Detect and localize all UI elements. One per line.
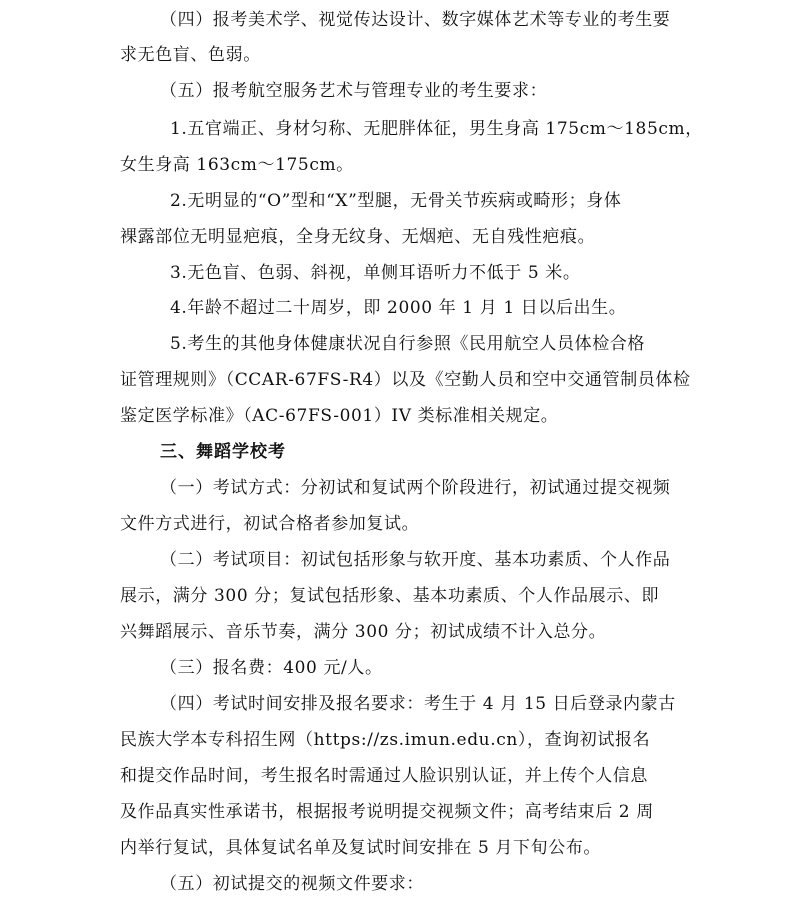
paragraph-art-majors-line-1: （四）报考美术学、视觉传达设计、数字媒体艺术等专业的考生要 [160,10,671,30]
exam-items-line-1: （二）考试项目：初试包括形象与软开度、基本功素质、个人作品 [160,550,671,570]
item-2-line-1: 2.无明显的“O”型和“X”型腿，无骨关节疾病或畸形；身体 [170,191,622,211]
exam-method-line-1: （一）考试方式：分初试和复试两个阶段进行，初试通过提交视频 [160,478,671,498]
item-1-line-1: 1.五官端正、身材匀称、无肥胖体征，男生身高 175cm～185cm， [170,119,703,139]
item-4: 4.年龄不超过二十周岁，即 2000 年 1 月 1 日以后出生。 [170,298,627,318]
item-1-line-2: 女生身高 163cm～175cm。 [120,155,354,175]
schedule-line-2: 民族大学本专科招生网（https://zs.imun.edu.cn），查询初试报名 [120,730,651,750]
item-5-line-3: 鉴定医学标准》（AC-67FS-001）IV 类标准相关规定。 [120,406,559,426]
item-5-line-1: 5.考生的其他身体健康状况自行参照《民用航空人员体检合格 [170,334,646,354]
item-5-line-2: 证管理规则》（CCAR-67FS-R4）以及《空勤人员和空中交通管制员体检 [120,370,691,390]
schedule-line-1: （四）考试时间安排及报名要求：考生于 4 月 15 日后登录内蒙古 [160,694,676,714]
schedule-line-5: 内举行复试，具体复试名单及复试时间安排在 5 月下旬公布。 [120,838,602,858]
item-3: 3.无色盲、色弱、斜视，单侧耳语听力不低于 5 米。 [170,263,581,283]
exam-method-line-2: 文件方式进行，初试合格者参加复试。 [120,514,420,534]
registration-fee: （三）报名费：400 元/人。 [160,658,383,678]
exam-items-line-3: 兴舞蹈展示、音乐节奏，满分 300 分；初试成绩不计入总分。 [120,622,607,642]
section-heading-dance-school-exam: 三、舞蹈学校考 [160,442,286,462]
paragraph-aviation-requirements: （五）报考航空服务艺术与管理专业的考生要求： [160,81,548,101]
paragraph-art-majors-line-2: 求无色盲、色弱。 [120,45,261,65]
video-requirements-heading: （五）初试提交的视频文件要求： [160,874,424,894]
schedule-line-3: 和提交作品时间，考生报名时需通过人脸识别认证，并上传个人信息 [120,766,648,786]
exam-items-line-2: 展示，满分 300 分；复试包括形象、基本功素质、个人作品展示、即 [120,586,660,606]
item-2-line-2: 裸露部位无明显疤痕，全身无纹身、无烟疤、无自残性疤痕。 [120,227,596,247]
schedule-line-4: 及作品真实性承诺书，根据报考说明提交视频文件；高考结束后 2 周 [120,802,654,822]
